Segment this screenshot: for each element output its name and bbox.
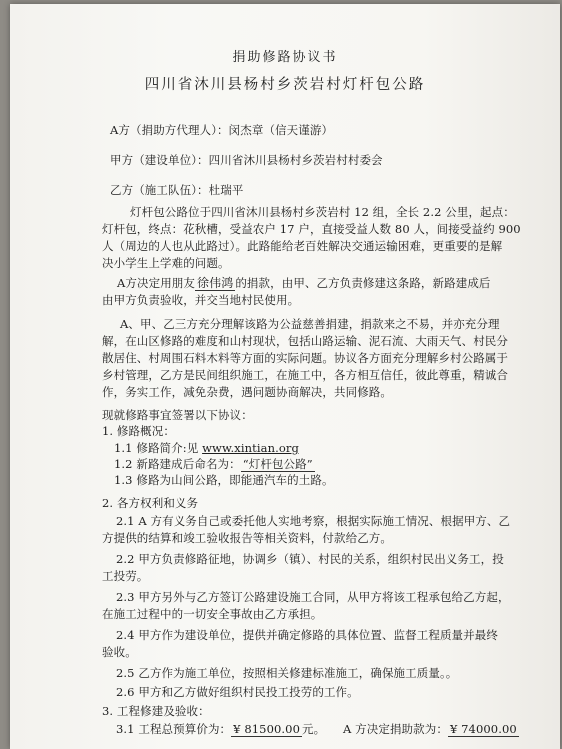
road-name: “灯杆包公路” bbox=[242, 457, 313, 471]
document-page bbox=[10, 4, 560, 749]
section-1-title: 1. 修路概况： bbox=[102, 424, 175, 438]
budget-unit: 元。 bbox=[302, 722, 326, 736]
clause-2-1-line-1: 2.1 A 方有义务自己或委托他人实地考察，根据实际施工情况、根据甲方、乙 bbox=[116, 514, 511, 528]
section-2-title: 2. 各方权利和义务 bbox=[102, 496, 199, 510]
clause-1-2 bbox=[114, 456, 315, 472]
para2-before: A方决定用朋友 bbox=[117, 276, 196, 290]
para3-line-3: 散居住、村周围石料木料等方面的实际问题。协议各方面充分理解乡村公路属于 bbox=[102, 351, 508, 365]
clause-3-1 bbox=[116, 721, 325, 737]
party-yi-line: 乙方（施工队伍）：杜瑞平 bbox=[110, 183, 244, 197]
agreement-intro: 现就修路事宜签署以下协议： bbox=[102, 408, 253, 422]
clause-3-1-label: 3.1 工程总预算价为： bbox=[116, 722, 232, 736]
clause-2-6: 2.6 甲方和乙方做好组织村民投工投劳的工作。 bbox=[116, 685, 359, 699]
document-title: 捐助修路协议书 bbox=[232, 50, 338, 65]
clause-1-2-label: 1.2 新路建成后命名为： bbox=[114, 457, 241, 471]
party-a-line: A方（捐助方代理人）：闵杰章（信天谨游） bbox=[110, 123, 334, 137]
clause-2-2-line-1: 2.2 甲方负责修路征地，协调乡（镇）、村民的关系，组织村民出义务工，投 bbox=[116, 552, 504, 566]
section-3-title: 3. 工程修建及验收： bbox=[102, 704, 210, 718]
para3-line-2: 解，在山区修路的难度和山村现状，包括山路运输、泥石流、大雨天气、村民分 bbox=[102, 334, 508, 348]
para1-line-3: 人（周边的人也从此路过）。此路能给老百姓解决交通运输困难，更重要的是解 bbox=[102, 239, 503, 253]
budget-amount: ¥ 81500.00 bbox=[233, 722, 301, 736]
para3-line-5: 作，务实工作，减免杂费，遇问题协商解决，共同修路。 bbox=[102, 385, 392, 399]
clause-2-3-line-2: 在施工过程中的一切安全事故由乙方承担。 bbox=[102, 607, 323, 621]
clause-2-4-line-1: 2.4 甲方作为建设单位，提供并确定修路的具体位置、监督工程质量并最终 bbox=[116, 628, 498, 642]
para1-line-2: 灯杆包，终点：花秋槽，受益农户 17 户，直接受益人数 80 人，间接受益约 900 bbox=[102, 222, 521, 236]
para3-line-4: 乡村管理，乙方是民间组织施工，在施工中，各方相互信任，彼此尊重，精诚合 bbox=[102, 368, 508, 382]
clause-2-2-line-2: 工投劳。 bbox=[102, 569, 149, 583]
clause-2-3-line-1: 2.3 甲方另外与乙方签订公路建设施工合同，从甲方将该工程承包给乙方起， bbox=[116, 590, 510, 604]
website-link[interactable]: www.xintian.org bbox=[202, 441, 299, 455]
para2-line-1 bbox=[117, 275, 491, 291]
clause-1-1 bbox=[114, 440, 299, 456]
donation-line bbox=[343, 721, 519, 737]
donation-label: A 方决定捐助款为： bbox=[343, 722, 448, 736]
para1-line-4: 决小学生上学难的问题。 bbox=[102, 256, 230, 270]
para2-line-2: 由甲方负责验收，并交当地村民使用。 bbox=[102, 293, 300, 307]
clause-1-1-label: 1.1 修路简介:见 bbox=[114, 441, 203, 455]
donation-amount: ¥ 74000.00 bbox=[449, 722, 517, 736]
party-jia-line: 甲方（建设单位）：四川省沐川县杨村乡茨岩村村委会 bbox=[110, 153, 383, 167]
clause-2-4-line-2: 验收。 bbox=[102, 645, 137, 659]
clause-1-3: 1.3 修路为山间公路，即能通汽车的土路。 bbox=[114, 473, 334, 487]
para3-line-1: A、甲、乙三方充分理解该路为公益慈善捐建，捐款来之不易，并亦充分理 bbox=[120, 317, 500, 331]
para2-after: 的捐款，由甲、乙方负责修建这条路，新路建成后 bbox=[235, 276, 491, 290]
clause-2-1-line-2: 方提供的结算和竣工验收报告等相关资料，付款给乙方。 bbox=[102, 531, 392, 545]
para1-line-1: 灯杆包公路位于四川省沐川县杨村乡茨岩村 12 组，全长 2.2 公里，起点： bbox=[130, 205, 515, 219]
document-subtitle: 四川省沐川县杨村乡茨岩村灯杆包公路 bbox=[144, 77, 426, 93]
clause-2-5: 2.5 乙方作为施工单位，按照相关修建标准施工，确保施工质量。。 bbox=[116, 666, 458, 680]
friend-name: 徐伟鸿 bbox=[197, 276, 234, 290]
